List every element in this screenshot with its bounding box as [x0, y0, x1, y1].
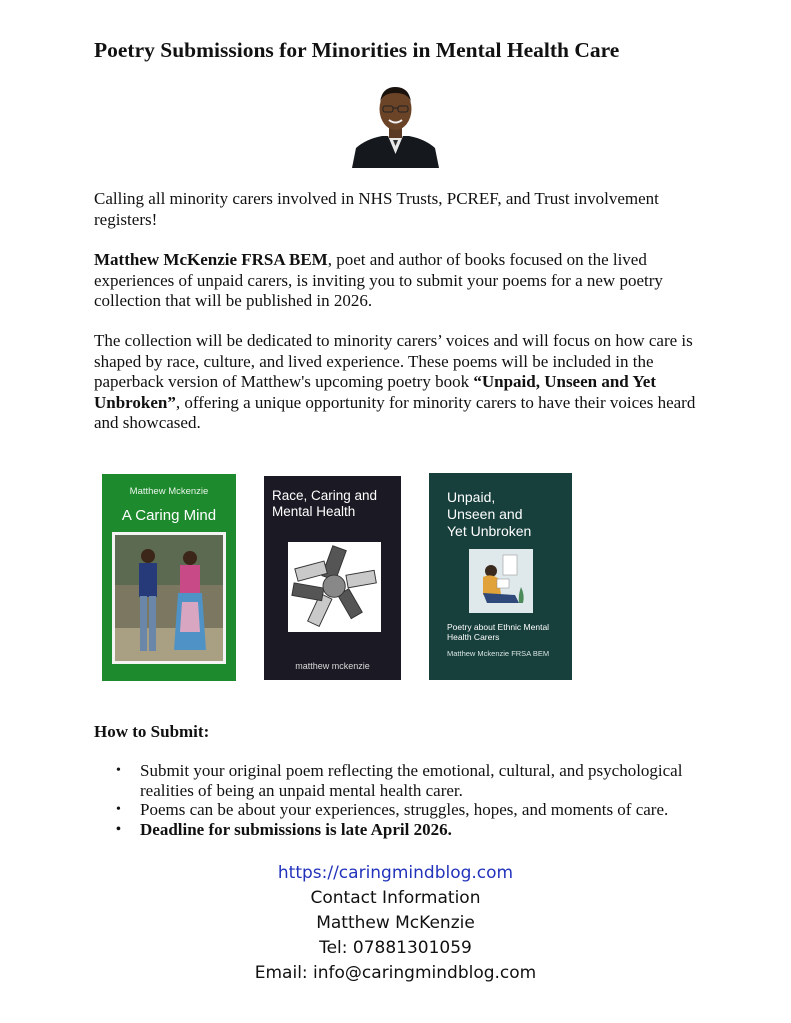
book-title: A Caring Mind [121, 507, 217, 524]
contact-phone: Tel: 07881301059 [319, 938, 472, 958]
book-author: Matthew Mckenzie FRSA BEM [447, 649, 550, 658]
book-cover-photo [112, 532, 226, 664]
contact-name: Matthew McKenzie [316, 913, 475, 933]
book-cover-unpaid-unseen [429, 473, 572, 680]
collection-text-end: , offering a unique opportunity for minority carers to have their voices heard and showcased. [94, 392, 696, 432]
list-item-deadline: • Deadline for submissions is late April 2026. [94, 820, 734, 840]
book-subtitle-line-2: Health Carers [447, 632, 500, 642]
book-author: matthew mckenzie [295, 661, 370, 671]
contact-heading: Contact Information [310, 888, 481, 908]
contact-block [0, 861, 791, 986]
book-author: Matthew Mckenzie [129, 486, 209, 497]
book-subtitle-line-1: Poetry about Ethnic Mental [447, 622, 550, 632]
intro-paragraph: Calling all minority carers involved in NHS Trusts, PCREF, and Trust involvement registers! [94, 189, 659, 229]
book-title-line-1: Race, Caring and [272, 488, 378, 503]
collection-paragraph [94, 331, 714, 434]
author-portrait [352, 82, 439, 168]
hands-illustration [288, 542, 381, 632]
author-description: , poet and author of books focused on the lived experiences of unpaid carers, is inviting you to submit your poems for a new poetry collection that will be published in 2026. [94, 250, 663, 310]
author-name: Matthew McKenzie FRSA BEM [94, 250, 328, 269]
list-item: • Poems can be about your experiences, struggles, hopes, and moments of care. [94, 800, 734, 820]
reading-person-illustration [469, 549, 533, 613]
submission-steps-list [94, 761, 734, 839]
website-link[interactable]: https://caringmindblog.com [277, 863, 514, 883]
book-cover-a-caring-mind [102, 474, 236, 681]
author-paragraph [94, 250, 714, 312]
upcoming-book-title: “Unpaid, Unseen and Yet Unbroken” [94, 372, 656, 412]
book-cover-race-caring [264, 476, 401, 680]
collection-text: The collection will be dedicated to minority carers’ voices and will focus on how care is shaped by race, culture, and lived experience. These poems will be included in the paperback version of Matthew's upcoming poetry book [94, 331, 693, 391]
how-to-submit-heading: How to Submit: [94, 722, 210, 741]
page-title: Poetry Submissions for Minorities in Mental Health Care [94, 38, 620, 62]
book-title-line-3: Yet Unbroken [447, 523, 532, 539]
contact-email: Email: info@caringmindblog.com [254, 963, 537, 983]
book-title-line-2: Unseen and [447, 506, 523, 522]
list-item: • Submit your original poem reflecting the emotional, cultural, and psychological realities of being an unpaid mental health carer. [94, 761, 734, 800]
book-title-line-1: Unpaid, [447, 489, 496, 505]
book-title-line-2: Mental Health [272, 504, 356, 519]
